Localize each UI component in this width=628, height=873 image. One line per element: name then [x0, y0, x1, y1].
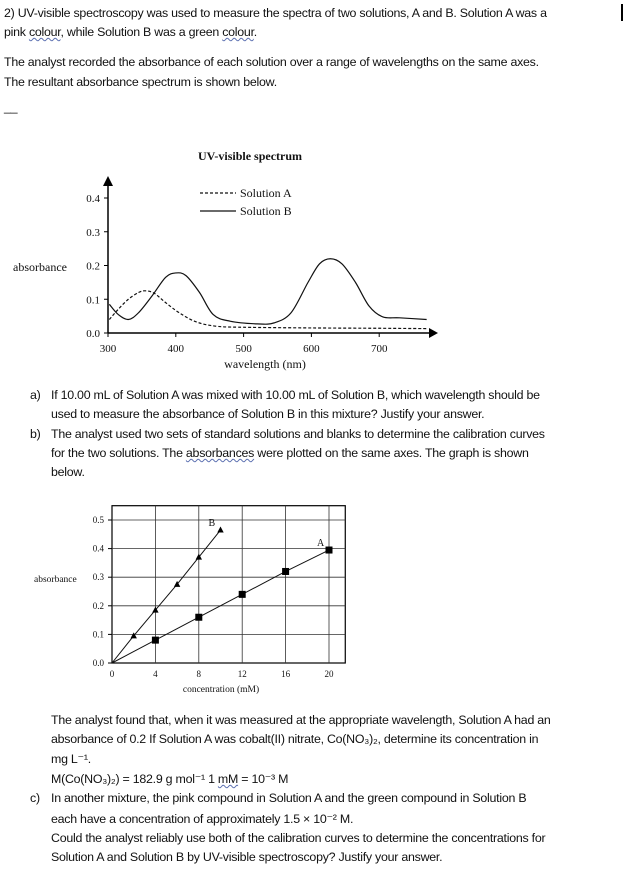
x-tick-label: 12 [237, 669, 247, 679]
series-line-solution-b [109, 259, 426, 324]
data-point-square [326, 547, 333, 554]
x-axis-label: concentration (mM) [182, 685, 260, 695]
data-point-square [152, 637, 159, 644]
part-c-line-4: Solution A and Solution B by UV-visible spectroscopy? Justify your answer. [51, 850, 443, 864]
y-tick-label: 0.1 [86, 294, 100, 307]
x-tick-label: 300 [99, 343, 117, 355]
intro-line-2 [4, 25, 257, 39]
series-label-b: B [208, 518, 216, 530]
y-tick-label: 0.3 [86, 226, 100, 239]
text: for the two solutions. The [51, 446, 186, 460]
text: pink [4, 25, 29, 39]
data-point-square [239, 591, 246, 598]
part-c-line-3: Could the analyst reliably use both of the calibration curves to determine the concentrations for [51, 831, 546, 845]
spellcheck-word: colour [222, 25, 254, 39]
y-tick-label: 0.4 [92, 543, 104, 554]
data-point-square [282, 568, 289, 575]
part-c-line-1: In another mixture, the pink compound in Solution A and the green compound in Solution B [51, 791, 527, 805]
y-axis-label: absorbance [34, 575, 77, 585]
x-tick-label: 4 [153, 669, 158, 679]
x-tick-label: 700 [370, 343, 388, 355]
data-point-triangle [217, 527, 223, 533]
part-b2-line-1: The analyst found that, when it was measured at the appropriate wavelength, Solution A had an [51, 713, 551, 727]
y-axis-label: absorbance [13, 260, 67, 274]
chart-title: UV-visible spectrum [197, 149, 303, 163]
text: M(Co(NO₃)₂) = 182.9 g mol⁻¹ 1 [51, 772, 218, 786]
x-tick-label: 500 [235, 343, 252, 355]
x-tick-label: 8 [196, 669, 202, 679]
part-b-line-3: below. [51, 465, 85, 479]
part-b-line-2 [51, 446, 529, 460]
text: were plotted on the same axes. The graph is shown [254, 446, 529, 460]
y-tick-label: 0.2 [86, 260, 100, 273]
text: . [253, 25, 257, 39]
part-c-label: c) [30, 791, 40, 805]
x-tick-label: 16 [281, 669, 291, 679]
series-label-a: A [317, 538, 325, 550]
intro-line-1: 2) UV-visible spectroscopy was used to measure the spectra of two solutions, A and B. Solution A was a [4, 6, 547, 20]
part-c-line-2: each have a concentration of approximately 1.5 × 10⁻² M. [51, 812, 354, 826]
x-tick-label: 20 [324, 669, 334, 679]
part-b2-line-4 [51, 771, 288, 786]
y-axis-arrow-icon [103, 176, 113, 186]
text: = 10⁻³ M [238, 772, 289, 786]
para-line-2: The resultant absorbance spectrum is shown below. [4, 75, 277, 89]
part-a-line-1: If 10.00 mL of Solution A was mixed with 10.00 mL of Solution B, which wavelength should be [51, 388, 540, 402]
calibration-curve-chart [0, 500, 628, 700]
y-tick-label: 0.2 [92, 600, 104, 611]
y-tick-label: 0.0 [92, 658, 104, 668]
uv-visible-spectrum-chart [0, 140, 628, 375]
part-b2-line-3: mg L⁻¹. [51, 752, 91, 766]
part-a-line-2: used to measure the absorbance of Solution B in this mixture? Justify your answer. [51, 407, 485, 421]
x-tick-label: 600 [303, 343, 320, 355]
x-tick-label: 0 [109, 669, 115, 679]
series-line-a [112, 550, 329, 663]
spellcheck-word: colour [28, 25, 61, 39]
plot-frame [112, 506, 345, 663]
part-a-label: a) [30, 388, 41, 402]
y-tick-label: 0.1 [92, 629, 104, 640]
series-line-solution-a [109, 291, 426, 329]
data-point-square [195, 614, 202, 621]
x-axis-arrow-icon [429, 328, 438, 338]
spellcheck-word: mM [217, 772, 239, 786]
x-axis-label: wavelength (nm) [224, 357, 306, 371]
y-tick-label: 0.0 [86, 328, 100, 340]
text-cursor [621, 4, 623, 21]
y-tick-label: 0.5 [92, 515, 104, 525]
part-b-label: b) [30, 427, 41, 441]
spellcheck-word: absorbances [185, 446, 255, 460]
part-b2-line-2: absorbance of 0.2 If Solution A was cobalt(II) nitrate, Co(NO₃)₂, determine its concentration in [51, 732, 539, 746]
part-b-line-1: The analyst used two sets of standard solutions and blanks to determine the calibration curves [51, 427, 545, 441]
y-tick-label: 0.4 [86, 193, 100, 205]
para-line-1: The analyst recorded the absorbance of each solution over a range of wavelengths on the same axes. [4, 55, 539, 69]
legend-label: Solution B [240, 204, 292, 218]
separator-rule: __ [4, 100, 18, 114]
y-tick-label: 0.3 [92, 572, 104, 583]
series-line-b [112, 530, 221, 663]
x-tick-label: 400 [167, 343, 185, 355]
text: , while Solution B was a green [60, 25, 223, 39]
legend-label: Solution A [240, 186, 292, 200]
